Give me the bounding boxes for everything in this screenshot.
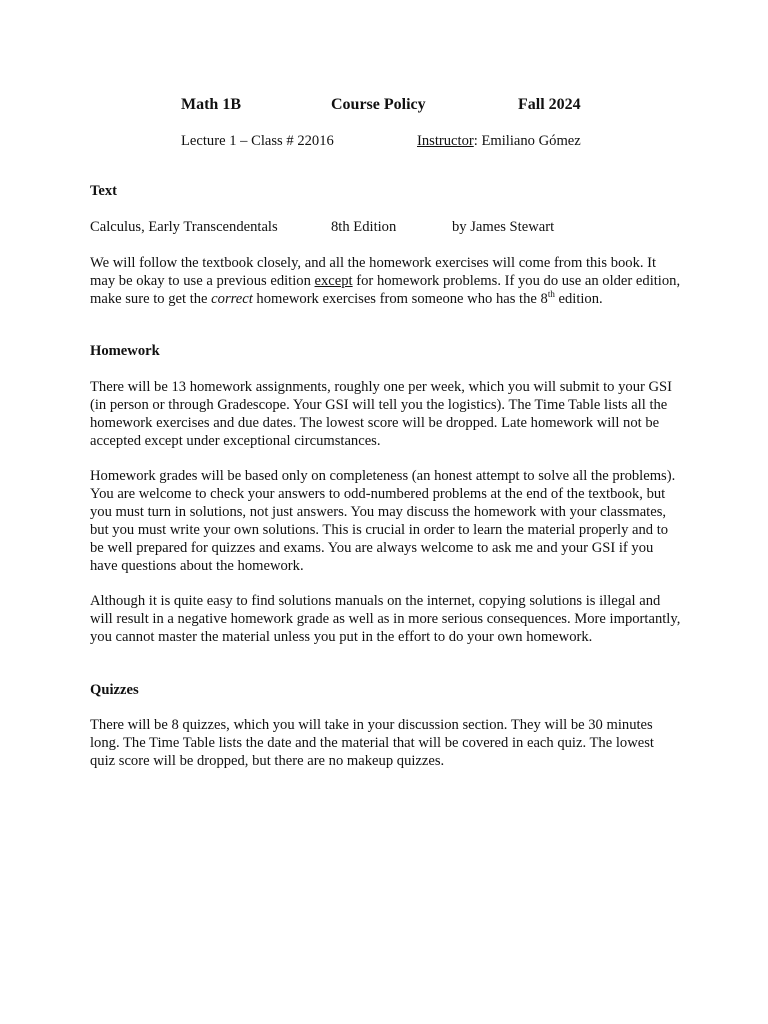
- section-heading-text: Text: [90, 183, 118, 199]
- lecture-row: [90, 132, 682, 152]
- homework-paragraph-3: Although it is quite easy to find solutions manuals on the internet, copying solutions is illegal and will result in a negative homework grade as well as in more serious consequences. More importantly, you cannot master the material unless you put in the effort to do your own homework.: [90, 593, 681, 645]
- instructor-name: : Emiliano Gómez: [473, 133, 581, 149]
- document-title: Course Policy: [331, 96, 426, 113]
- section-heading-quizzes: Quizzes: [90, 682, 139, 698]
- section-heading-homework: Homework: [90, 343, 160, 359]
- lecture-info: Lecture 1 – Class # 22016: [181, 133, 334, 149]
- homework-paragraph-2: Homework grades will be based only on completeness (an honest attempt to solve all the problems). You are welcome to check your answers to odd-numbered problems at the end of the textbook, but you must turn in solutions, not just answers. You may discuss the homework with your classmates, but you must write your own solutions. This is crucial in order to learn the material properly and to be well prepared for quizzes and exams. You are always welcome to ask me and your GSI if you have questions about the homework.: [90, 468, 676, 574]
- text-paragraph-correct: correct: [211, 291, 253, 307]
- book-title: Calculus, Early Transcendentals: [90, 219, 278, 235]
- homework-paragraph-1: There will be 13 homework assignments, roughly one per week, which you will submit to your GSI (in person or through Gradescope. Your GSI will tell you the logistics). The Time Table lists all the homework exercises and due dates. The lowest score will be dropped. Late homework will not be accepted except under exceptional circumstances.: [90, 379, 673, 449]
- book-info-row: [90, 218, 682, 236]
- course-name: Math 1B: [181, 96, 241, 113]
- title-row: [90, 92, 682, 116]
- text-paragraph-part: edition.: [554, 291, 603, 307]
- text-paragraph-part: We will follow the textbook closely, and all the homework exercises will come from this book. It may be okay to use a previous edition: [90, 255, 657, 289]
- instructor-info: [417, 132, 581, 150]
- document-page: [90, 92, 682, 770]
- text-paragraph-superscript: th: [547, 289, 555, 300]
- instructor-label: Instructor: [417, 133, 474, 149]
- book-edition: 8th Edition: [331, 219, 397, 235]
- quizzes-paragraph: There will be 8 quizzes, which you will take in your discussion section. They will be 30 minutes long. The Time Table lists the date and the material that will be covered in each quiz. The lowest quiz score will be dropped, but there are no makeup quizzes.: [90, 717, 654, 769]
- text-paragraph: [90, 254, 682, 308]
- text-paragraph-part: homework exercises from someone who has the 8: [252, 291, 548, 307]
- term: Fall 2024: [518, 96, 581, 113]
- text-paragraph-except: except: [314, 273, 353, 289]
- book-author: by James Stewart: [452, 219, 555, 235]
- text-paragraph-part: for homework problems. If you do use an older edition, make sure to get the: [90, 273, 681, 307]
